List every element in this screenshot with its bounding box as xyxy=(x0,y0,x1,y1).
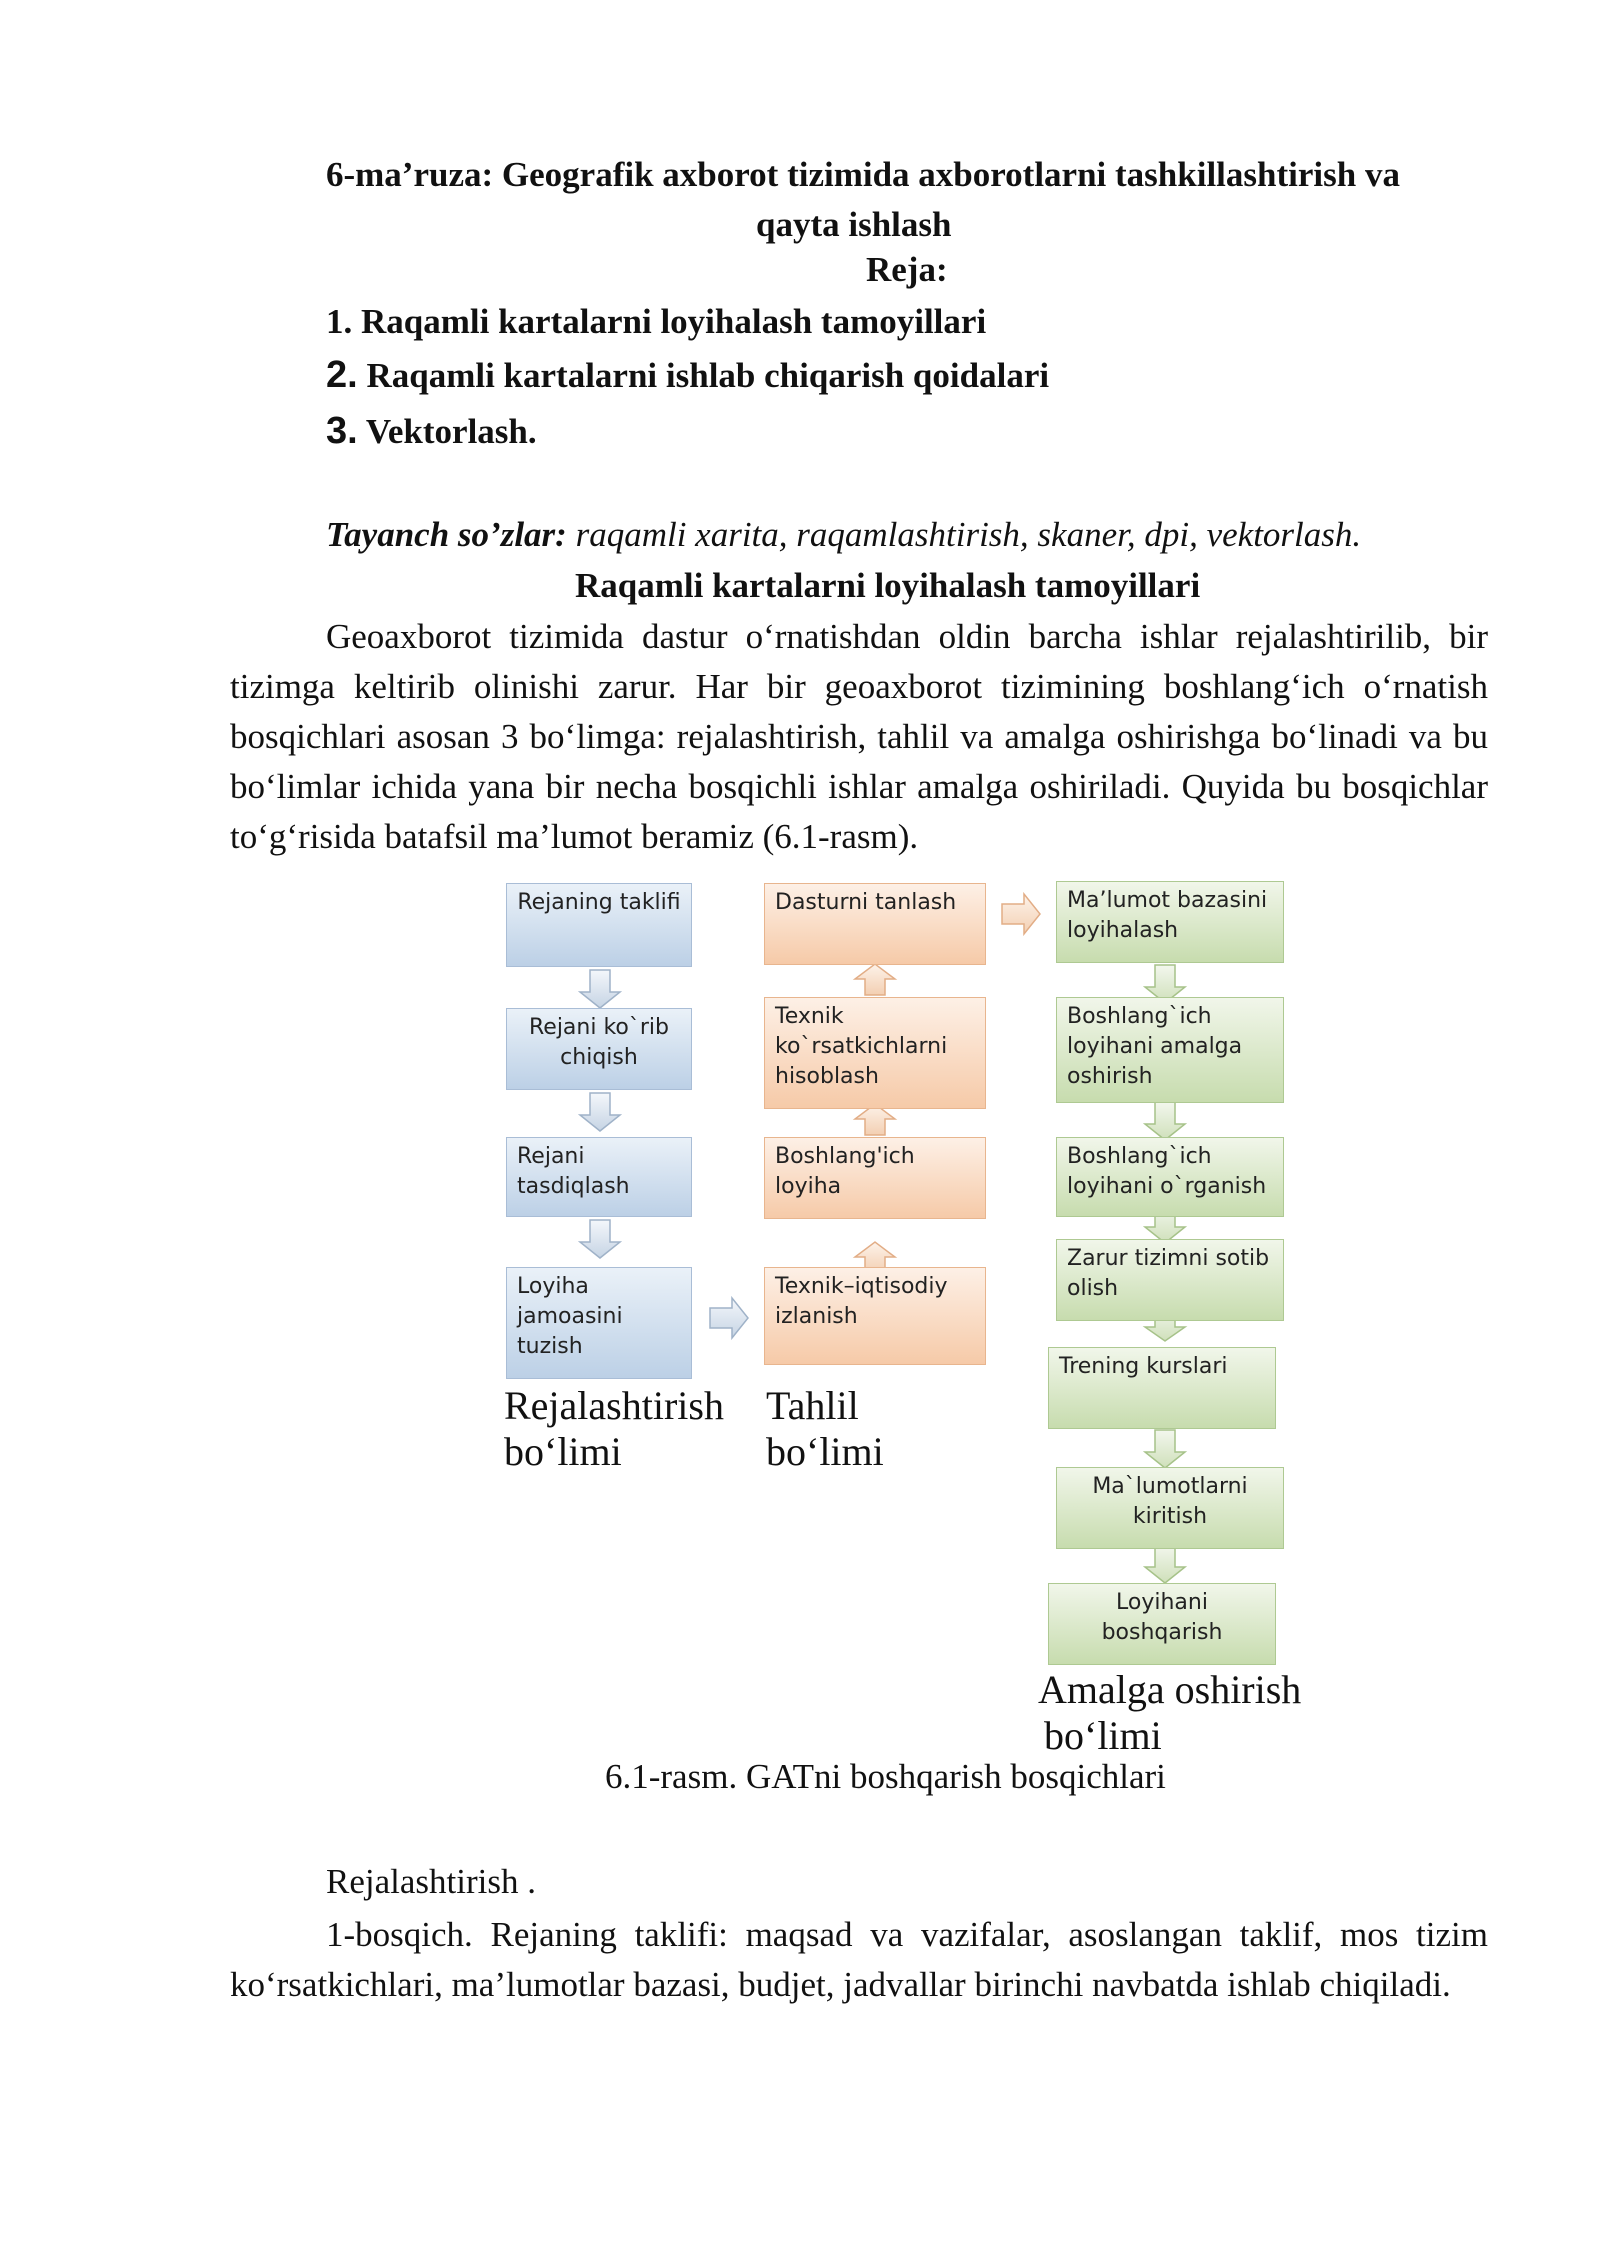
subheading-planning: Rejalashtirish . xyxy=(326,1862,536,1901)
analysis-step-3: Boshlang'ich loyiha xyxy=(764,1137,986,1219)
down-arrow-icon xyxy=(580,970,620,1008)
analysis-step-1: Dasturni tanlash xyxy=(764,883,986,965)
label-planning-line-2: bo‘limi xyxy=(504,1429,622,1474)
impl-step-3: Boshlang`ich loyihani o`rganish xyxy=(1056,1137,1284,1217)
figure-caption: 6.1-rasm. GATni boshqarish bosqichlari xyxy=(605,1757,1166,1796)
plan-item-3-number: 3. xyxy=(326,410,358,452)
right-arrow-icon xyxy=(1002,894,1040,934)
plan-item-1-number: 1. xyxy=(326,302,353,341)
plan-step-4: Loyiha jamoasini tuzish xyxy=(506,1267,692,1379)
label-implementation-section xyxy=(1038,1667,1301,1759)
label-analysis-line-2: bo‘limi xyxy=(766,1429,884,1474)
section-heading: Raqamli kartalarni loyihalash tamoyillari xyxy=(575,566,1201,605)
impl-step-1: Ma’lumot bazasini loyihalash xyxy=(1056,881,1284,963)
plan-step-2: Rejani ko`rib chiqish xyxy=(506,1008,692,1090)
plan-heading: Reja: xyxy=(866,250,948,289)
down-arrow-icon xyxy=(1145,1430,1185,1468)
analysis-step-2: Texnik ko`rsatkichlarni hisoblash xyxy=(764,997,986,1109)
plan-step-1: Rejaning taklifi xyxy=(506,883,692,967)
label-planning-line-1: Rejalashtirish xyxy=(504,1383,724,1428)
down-arrow-icon xyxy=(580,1093,620,1131)
plan-item-3 xyxy=(326,410,537,453)
impl-step-2: Boshlang`ich loyihani amalga oshirish xyxy=(1056,997,1284,1103)
body-paragraph-1 xyxy=(230,612,1488,862)
gis-stages-diagram xyxy=(490,875,1350,1758)
impl-step-6: Ma`lumotlarni kiritish xyxy=(1056,1467,1284,1549)
keywords xyxy=(326,515,1361,555)
title-line-2: qayta ishlash xyxy=(756,205,952,244)
plan-item-3-text: Vektorlash. xyxy=(365,412,537,451)
lecture-title xyxy=(326,150,1486,244)
right-arrow-icon xyxy=(710,1298,748,1338)
impl-step-4: Zarur tizimni sotib olish xyxy=(1056,1239,1284,1321)
paragraph-1-text: Geoaxborot tizimida dastur o‘rnatishdan oldin barcha ishlar rejalashtirilib, bir tizimga keltirib olinishi zarur. Har bir geoaxborot tizimining boshlang‘ich o‘rnatish bosqichlari asosan 3 bo‘limga: rejalashtirish, tahlil va amalga oshirishga bo‘linadi va bu bo‘limlar ichida yana bir necha bosqichli ishlar amalga oshiriladi. Quyida bu bosqichlar to‘g‘risida batafsil ma’lumot beramiz (6.1-rasm). xyxy=(230,617,1488,856)
keywords-text: raqamli xarita, raqamlashtirish, skaner, dpi, vektorlash. xyxy=(566,515,1362,554)
impl-step-7: Loyihani boshqarish xyxy=(1048,1583,1276,1665)
title-line-1: 6-ma’ruza: Geografik axborot tizimida axborotlarni tashkillashtirish va xyxy=(326,155,1400,194)
label-implementation-line-2: bo‘limi xyxy=(1044,1713,1162,1758)
analysis-step-4: Texnik–iqtisodiy izlanish xyxy=(764,1267,986,1365)
down-arrow-icon xyxy=(1145,1102,1185,1140)
body-paragraph-2 xyxy=(230,1910,1488,2010)
plan-item-2-number: 2. xyxy=(326,354,358,396)
paragraph-2-text: 1-bosqich. Rejaning taklifi: maqsad va vazifalar, asoslangan taklif, mos tizim ko‘rsatkichlari, ma’lumotlar bazasi, budjet, jadvallar birinchi navbatda ishlab chiqiladi. xyxy=(230,1915,1488,2004)
down-arrow-icon xyxy=(1145,1545,1185,1583)
label-analysis-section xyxy=(766,1383,884,1475)
down-arrow-icon xyxy=(580,1220,620,1258)
keywords-label: Tayanch so’zlar: xyxy=(326,515,567,554)
up-arrow-icon xyxy=(855,964,895,995)
label-implementation-line-1: Amalga oshirish xyxy=(1038,1667,1302,1712)
plan-item-2 xyxy=(326,354,1049,397)
label-planning-section xyxy=(504,1383,724,1475)
plan-item-1-text: Raqamli kartalarni loyihalash tamoyillari xyxy=(361,302,987,341)
impl-step-5: Trening kurslari xyxy=(1048,1347,1276,1429)
plan-step-3: Rejani tasdiqlash xyxy=(506,1137,692,1217)
plan-item-1 xyxy=(326,302,986,342)
plan-item-2-text: Raqamli kartalarni ishlab chiqarish qoidalari xyxy=(366,356,1050,395)
label-analysis-line-1: Tahlil xyxy=(766,1383,859,1428)
